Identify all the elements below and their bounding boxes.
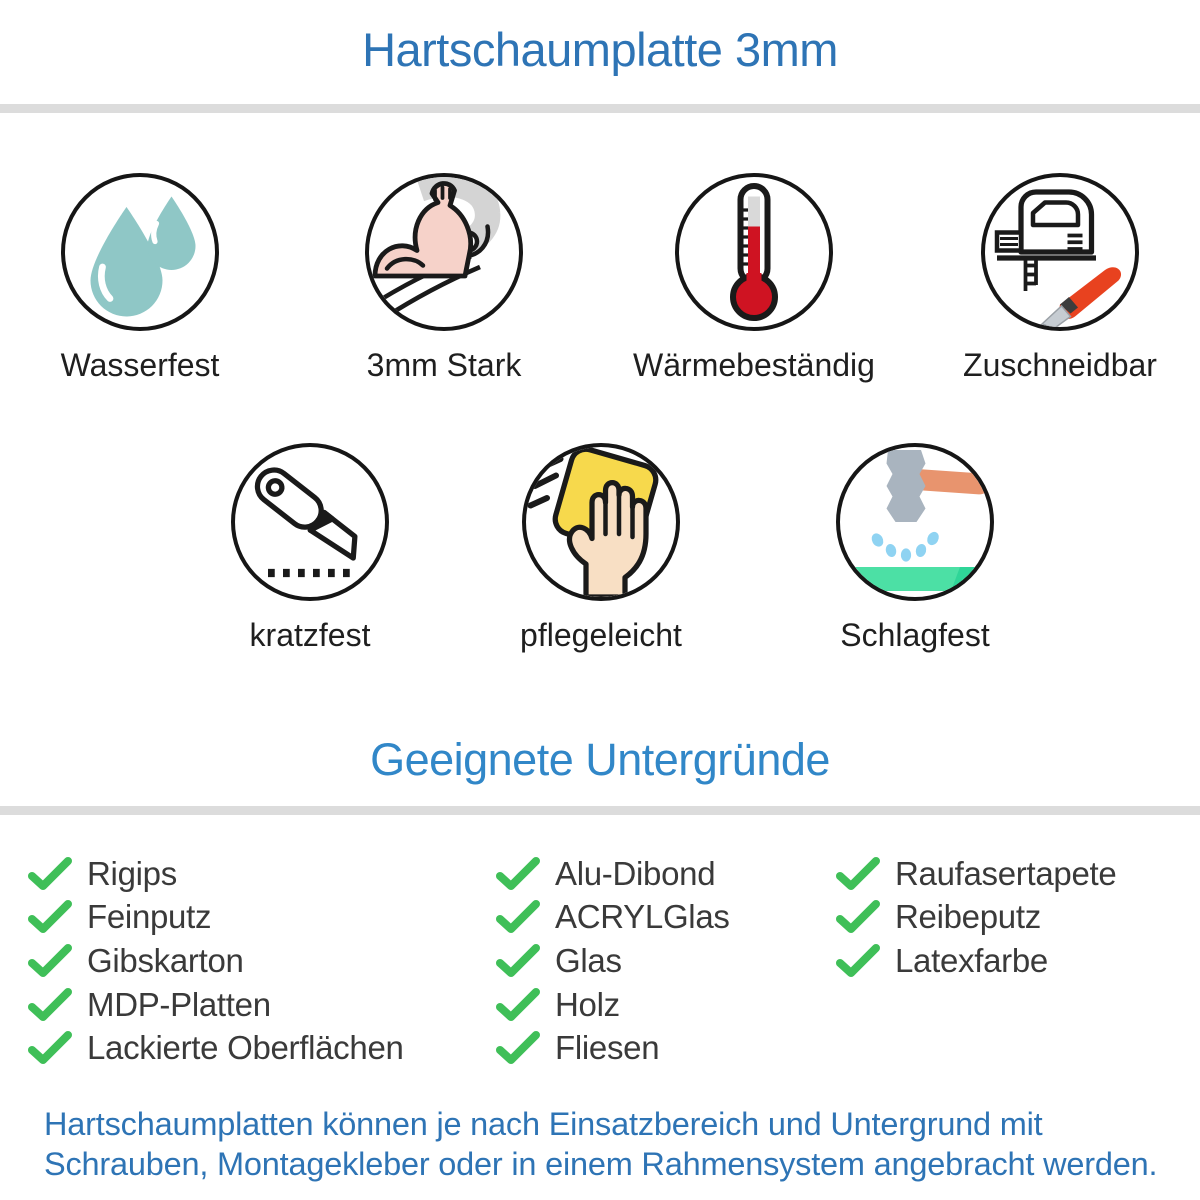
utility-knife-icon xyxy=(235,447,385,597)
feature-circle xyxy=(522,443,680,601)
water-drops-icon xyxy=(65,177,215,327)
mounting-note-line1: Hartschaumplatten können je nach Einsatzbereich und Untergrund mit xyxy=(44,1106,1043,1142)
substrates-title: Geeignete Untergründe xyxy=(370,734,830,785)
mounting-note xyxy=(44,1104,1160,1184)
list-item-label: Holz xyxy=(555,985,620,1023)
list-item-label: Reibeputz xyxy=(895,898,1041,936)
list-item xyxy=(836,939,1116,983)
mounting-note-line2: Schrauben, Montagekleber oder in einem Rahmensystem angebracht werden. xyxy=(44,1146,1158,1182)
list-item-label: Raufasertapete xyxy=(895,854,1117,892)
feature-zuschneidbar xyxy=(900,173,1200,384)
list-item-label: ACRYLGlas xyxy=(555,898,730,936)
list-item xyxy=(496,1026,730,1070)
list-item xyxy=(496,852,730,896)
page-title: Hartschaumplatte 3mm xyxy=(362,23,838,76)
list-item-label: MDP-Platten xyxy=(87,985,271,1023)
check-icon xyxy=(496,857,540,891)
muscle-arm-icon xyxy=(369,177,519,327)
list-item-label: Gibskarton xyxy=(87,941,244,979)
feature-label: Schlagfest xyxy=(840,617,990,653)
feature-circle xyxy=(61,173,219,331)
check-icon xyxy=(28,900,72,934)
list-item-label: Feinputz xyxy=(87,898,212,936)
check-icon xyxy=(496,988,540,1022)
feature-label: Wärmebeständig xyxy=(633,347,875,383)
feature-waermebestaendig xyxy=(594,173,914,384)
feature-circle xyxy=(675,173,833,331)
feature-wasserfest xyxy=(0,173,300,384)
list-item xyxy=(836,852,1116,896)
check-icon xyxy=(836,944,880,978)
check-icon xyxy=(836,857,880,891)
list-item xyxy=(496,939,730,983)
list-item xyxy=(28,852,404,896)
divider xyxy=(0,104,1200,113)
feature-circle xyxy=(365,173,523,331)
feature-circle xyxy=(981,173,1139,331)
substrates-column-1 xyxy=(28,852,404,1070)
list-item xyxy=(28,1026,404,1070)
check-icon xyxy=(496,944,540,978)
check-icon xyxy=(28,857,72,891)
feature-label: pflegeleicht xyxy=(520,617,682,653)
check-icon xyxy=(496,900,540,934)
list-item xyxy=(836,896,1116,940)
feature-label: Zuschneidbar xyxy=(963,347,1157,383)
feature-label: Wasserfest xyxy=(60,347,220,383)
feature-circle xyxy=(836,443,994,601)
check-icon xyxy=(836,900,880,934)
list-item xyxy=(28,939,404,983)
list-item-label: Alu-Dibond xyxy=(555,854,716,892)
list-item-label: Latexfarbe xyxy=(895,941,1048,979)
check-icon xyxy=(28,1031,72,1065)
jigsaw-cutter-icon xyxy=(985,177,1135,327)
feature-label: kratzfest xyxy=(249,617,371,653)
check-icon xyxy=(28,988,72,1022)
thermometer-icon xyxy=(679,177,829,327)
substrates-column-2 xyxy=(496,852,730,1070)
check-icon xyxy=(28,944,72,978)
feature-schlagfest xyxy=(755,443,1075,654)
list-item xyxy=(28,983,404,1027)
wiping-hand-icon xyxy=(526,447,676,597)
feature-kratzfest xyxy=(150,443,470,654)
feature-pflegeleicht xyxy=(441,443,761,654)
check-icon xyxy=(496,1031,540,1065)
hammer-impact-icon xyxy=(840,447,990,597)
list-item-label: Rigips xyxy=(87,854,177,892)
divider xyxy=(0,806,1200,815)
feature-circle xyxy=(231,443,389,601)
list-item xyxy=(496,983,730,1027)
list-item-label: Glas xyxy=(555,941,622,979)
feature-3mm-stark xyxy=(284,173,604,384)
feature-label: 3mm Stark xyxy=(366,347,522,383)
list-item-label: Fliesen xyxy=(555,1029,660,1067)
substrates-column-3 xyxy=(836,852,1116,983)
list-item-label: Lackierte Oberflächen xyxy=(87,1029,404,1067)
list-item xyxy=(28,896,404,940)
list-item xyxy=(496,896,730,940)
